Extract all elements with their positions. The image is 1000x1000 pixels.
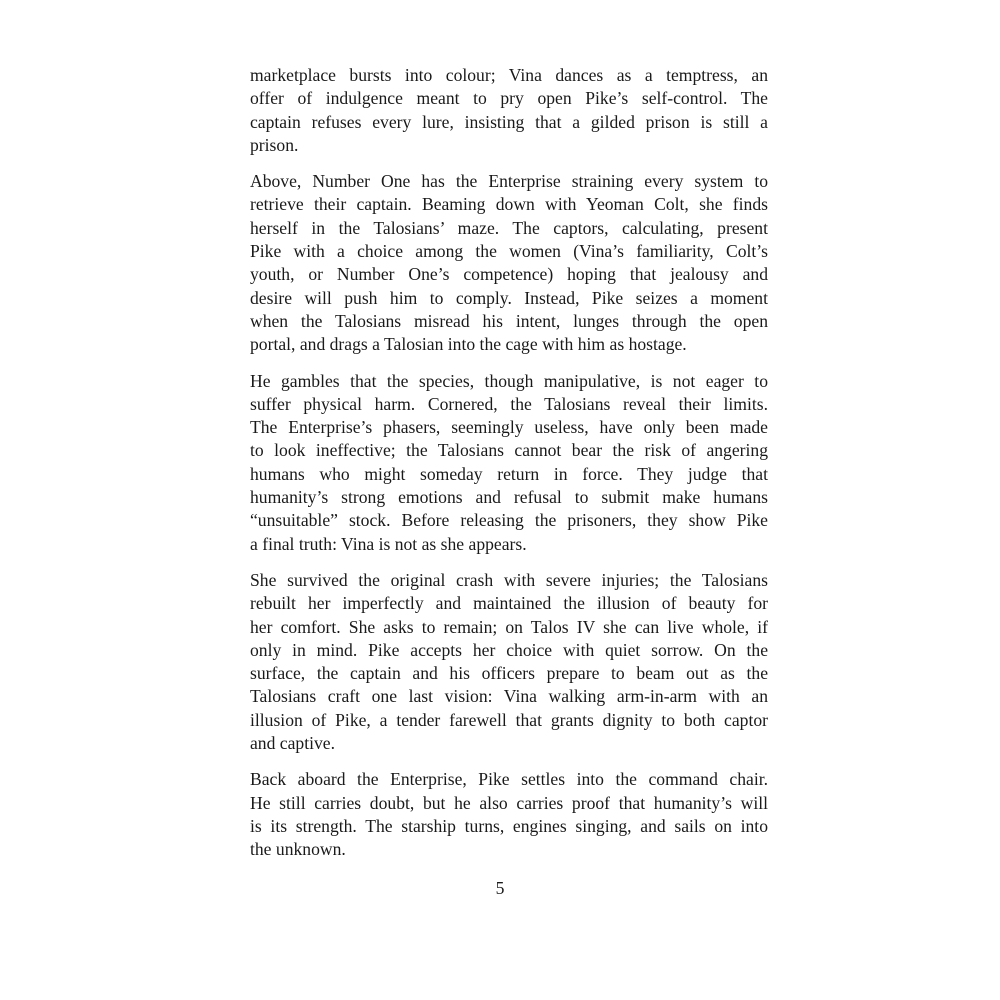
page-body (250, 64, 768, 875)
text-line: suffer physical harm. Cornered, the Talosians reveal their limits. (250, 393, 768, 414)
paragraph-5 (250, 768, 768, 861)
text-line: Above, Number One has the Enterprise straining every system to (250, 171, 768, 192)
text-line: only in mind. Pike accepts her choice with quiet sorrow. On the (250, 639, 768, 660)
paragraph-2 (250, 170, 768, 356)
text-line: portal, and drags a Talosian into the cage with him as hostage. (250, 334, 687, 355)
text-line: Pike with a choice among the women (Vina’s familiarity, Colt’s (250, 241, 768, 262)
text-line: offer of indulgence meant to pry open Pike’s self-control. The (250, 88, 768, 109)
text-line: Back aboard the Enterprise, Pike settles into the command chair. (250, 769, 768, 790)
text-line: rebuilt her imperfectly and maintained the illusion of beauty for (250, 593, 768, 614)
page-number: 5 (495, 878, 505, 898)
text-line: is its strength. The starship turns, engines singing, and sails on into (250, 815, 768, 836)
text-line: herself in the Talosians’ maze. The captors, calculating, present (250, 217, 768, 238)
text-line: retrieve their captain. Beaming down with Yeoman Colt, she finds (250, 194, 768, 215)
text-line: the unknown. (250, 839, 346, 860)
text-line: youth, or Number One’s competence) hoping that jealousy and (250, 264, 768, 285)
paragraph-3 (250, 370, 768, 556)
text-line: He still carries doubt, but he also carries proof that humanity’s will (250, 792, 768, 813)
text-line: when the Talosians misread his intent, lunges through the open (250, 310, 768, 331)
text-line: humans who might someday return in force. They judge that (250, 463, 768, 484)
text-line: desire will push him to comply. Instead, Pike seizes a moment (250, 287, 768, 308)
paragraph-1 (250, 64, 768, 157)
text-line: captain refuses every lure, insisting that a gilded prison is still a (250, 111, 768, 132)
text-line: The Enterprise’s phasers, seemingly useless, have only been made (250, 417, 768, 438)
text-line: to look ineffective; the Talosians cannot bear the risk of angering (250, 440, 768, 461)
text-line: She survived the original crash with severe injuries; the Talosians (250, 569, 768, 590)
text-line: marketplace bursts into colour; Vina dances as a temptress, an (250, 65, 768, 85)
text-line: illusion of Pike, a tender farewell that grants dignity to both captor (250, 709, 768, 730)
text-line: humanity’s strong emotions and refusal to submit make humans (250, 487, 768, 508)
text-line: “unsuitable” stock. Before releasing the prisoners, they show Pike (250, 510, 768, 531)
text-line: He gambles that the species, though manipulative, is not eager to (250, 370, 768, 391)
text-line: and captive. (250, 733, 335, 754)
text-line: her comfort. She asks to remain; on Talos IV she can live whole, if (250, 616, 768, 637)
paragraph-4 (250, 569, 768, 755)
text-line: a final truth: Vina is not as she appears. (250, 533, 527, 554)
text-line: prison. (250, 134, 299, 155)
text-line: Talosians craft one last vision: Vina walking arm-in-arm with an (250, 686, 768, 707)
text-line: surface, the captain and his officers prepare to beam out as the (250, 663, 768, 684)
